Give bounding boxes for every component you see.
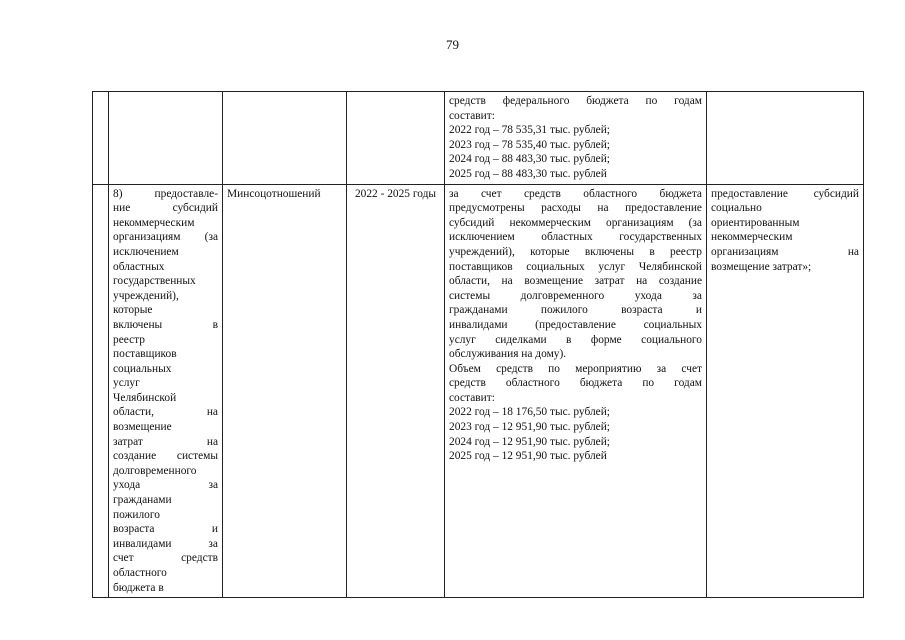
- measure-cell: [109, 92, 223, 185]
- text-line: государственных: [113, 275, 196, 288]
- text-line: составит:: [449, 109, 495, 122]
- text-line: 2025 год – 12 951,90 тыс. рублей: [449, 450, 607, 463]
- program-table: [92, 91, 864, 598]
- text-line: учреждений),: [113, 289, 179, 302]
- result-cell: [707, 184, 864, 598]
- text-line: области, на: [113, 406, 218, 419]
- text-line: 2022 год – 78 535,31 тыс. рублей;: [449, 124, 610, 137]
- text-line: инвалидами (предоставление социальных: [449, 318, 702, 331]
- text-line: бюджета в: [113, 581, 164, 594]
- text-line: услуг сиделками в форме социального: [449, 333, 702, 346]
- text-line: долговременного: [113, 464, 197, 477]
- text-line: Объем средств по мероприятию за счет: [449, 362, 702, 375]
- executor-cell: Минсоцотношений: [223, 184, 347, 598]
- text-line: возмещение: [113, 421, 172, 434]
- text-line: 2023 год – 78 535,40 тыс. рублей;: [449, 138, 610, 151]
- text-line: 2024 год – 88 483,30 тыс. рублей;: [449, 153, 610, 166]
- text-line: создание системы: [113, 450, 218, 463]
- text-line: организациям на: [711, 245, 859, 258]
- text-line: ние субсидий: [113, 202, 218, 215]
- period-cell: 2022 - 2025 годы: [347, 184, 445, 598]
- text-line: ухода за: [113, 479, 218, 492]
- table-row: [93, 184, 864, 598]
- text-line: инвалидами за: [113, 537, 218, 550]
- text-line: субсидий некоммерческим организациям (за: [449, 216, 702, 229]
- text-line: включены в: [113, 318, 218, 331]
- text-line: поставщиков социальных услуг Челябинской: [449, 260, 702, 273]
- funding-cell: [445, 184, 707, 598]
- text-line: системы долговременного ухода за: [449, 289, 702, 302]
- text-line: гражданами: [113, 494, 172, 507]
- text-line: средств федерального бюджета по годам: [449, 95, 702, 107]
- text-line: 2025 год – 88 483,30 тыс. рублей: [449, 167, 607, 180]
- text-line: поставщиков: [113, 348, 177, 361]
- text-line: 2023 год – 12 951,90 тыс. рублей;: [449, 421, 610, 434]
- text-line: предоставление субсидий: [711, 187, 859, 200]
- text-line: пожилого: [113, 508, 160, 521]
- text-line: которые: [113, 304, 153, 317]
- text-line: возмещение затрат»;: [711, 260, 812, 273]
- text-line: некоммерческим: [113, 216, 195, 229]
- result-cell: [707, 92, 864, 185]
- text-line: областного: [113, 567, 167, 579]
- text-line: области, на возмещение затрат на создание: [449, 275, 702, 288]
- text-line: возраста и: [113, 523, 218, 536]
- text-line: социальных: [113, 362, 172, 375]
- text-line: 8) предоставле-: [113, 187, 218, 200]
- text-line: Челябинской: [113, 391, 177, 404]
- text-line: реестр: [113, 333, 145, 346]
- text-line: средств областного бюджета по годам: [449, 377, 702, 390]
- measure-cell: [109, 184, 223, 598]
- text-line: затрат на: [113, 435, 218, 448]
- page-number: 79: [446, 37, 459, 52]
- text-line: организациям (за: [113, 231, 218, 244]
- text-line: исключением областных государственных: [449, 231, 702, 244]
- text-line: ориентированным: [711, 216, 800, 229]
- table-row: [93, 92, 864, 185]
- text-line: учреждений), которые включены в реестр: [449, 245, 702, 258]
- text-line: гражданами пожилого возраста и: [449, 304, 702, 317]
- text-line: составит:: [449, 391, 495, 404]
- executor-cell: [223, 92, 347, 185]
- text-line: 2024 год – 12 951,90 тыс. рублей;: [449, 435, 610, 448]
- period-cell: [347, 92, 445, 185]
- funding-cell: [445, 92, 707, 185]
- text-line: обслуживания на дому).: [449, 348, 567, 361]
- text-line: исключением: [113, 245, 179, 258]
- row-index-cell: [93, 92, 109, 185]
- text-line: социально: [711, 202, 762, 215]
- text-line: предусмотрены расходы на предоставление: [449, 202, 702, 215]
- text-line: областных: [113, 260, 165, 273]
- text-line: услуг: [113, 377, 140, 390]
- text-line: 2022 год – 18 176,50 тыс. рублей;: [449, 406, 610, 419]
- text-line: за счет средств областного бюджета: [449, 187, 702, 200]
- text-line: некоммерческим: [711, 231, 793, 244]
- row-index-cell: [93, 184, 109, 598]
- text-line: счет средств: [113, 552, 218, 565]
